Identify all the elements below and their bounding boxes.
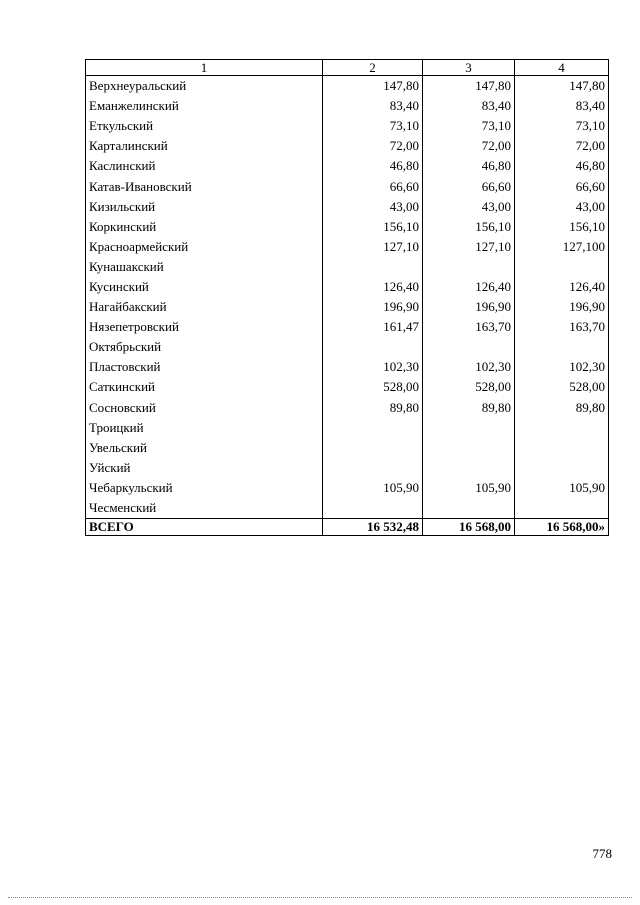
district-name-cell: Каслинский bbox=[86, 156, 323, 176]
district-name-cell: Чебаркульский bbox=[86, 478, 323, 498]
value-cell-col3: 105,90 bbox=[423, 478, 515, 498]
column-header-2: 2 bbox=[323, 60, 423, 76]
table-row bbox=[86, 498, 609, 519]
district-name-cell: Нагайбакский bbox=[86, 297, 323, 317]
value-cell-col4: 163,70 bbox=[515, 317, 609, 337]
column-header-3: 3 bbox=[423, 60, 515, 76]
value-cell-col4: 126,40 bbox=[515, 277, 609, 297]
value-cell-col2: 66,60 bbox=[323, 176, 423, 196]
table-row bbox=[86, 176, 609, 196]
district-name-cell: Карталинский bbox=[86, 136, 323, 156]
value-cell-col2: 83,40 bbox=[323, 96, 423, 116]
page-number: 778 bbox=[592, 846, 612, 861]
value-cell-col3: 126,40 bbox=[423, 277, 515, 297]
district-name-cell: Кусинский bbox=[86, 277, 323, 297]
value-cell-col4 bbox=[515, 418, 609, 438]
table-row bbox=[86, 257, 609, 277]
value-cell-col2: 43,00 bbox=[323, 197, 423, 217]
value-cell-col4 bbox=[515, 438, 609, 458]
bottom-divider bbox=[8, 897, 632, 898]
header-row bbox=[86, 60, 609, 76]
table-row bbox=[86, 357, 609, 377]
value-cell-col4: 73,10 bbox=[515, 116, 609, 136]
district-name-cell: Сосновский bbox=[86, 398, 323, 418]
value-cell-col4: 89,80 bbox=[515, 398, 609, 418]
value-cell-col3: 127,10 bbox=[423, 237, 515, 257]
table-row bbox=[86, 116, 609, 136]
district-name-cell: Кунашакский bbox=[86, 257, 323, 277]
value-cell-col2: 102,30 bbox=[323, 357, 423, 377]
table-row bbox=[86, 156, 609, 176]
value-cell-col2: 72,00 bbox=[323, 136, 423, 156]
value-cell-col2: 89,80 bbox=[323, 398, 423, 418]
table-row bbox=[86, 478, 609, 498]
value-cell-col3 bbox=[423, 498, 515, 519]
district-name-cell: Чесменский bbox=[86, 498, 323, 519]
district-name-cell: Коркинский bbox=[86, 217, 323, 237]
value-cell-col2 bbox=[323, 257, 423, 277]
value-cell-col3: 89,80 bbox=[423, 398, 515, 418]
value-cell-col3 bbox=[423, 418, 515, 438]
district-name-cell: Еткульский bbox=[86, 116, 323, 136]
table-row bbox=[86, 317, 609, 337]
value-cell-col4: 196,90 bbox=[515, 297, 609, 317]
value-cell-col2: 528,00 bbox=[323, 377, 423, 397]
table-body bbox=[86, 76, 609, 519]
total-value-col3: 16 568,00 bbox=[423, 519, 515, 536]
table-row bbox=[86, 136, 609, 156]
value-cell-col4: 147,80 bbox=[515, 76, 609, 97]
district-name-cell: Уйский bbox=[86, 458, 323, 478]
value-cell-col4: 43,00 bbox=[515, 197, 609, 217]
value-cell-col3: 83,40 bbox=[423, 96, 515, 116]
value-cell-col2 bbox=[323, 418, 423, 438]
total-value-col2: 16 532,48 bbox=[323, 519, 423, 536]
value-cell-col2: 127,10 bbox=[323, 237, 423, 257]
value-cell-col3: 156,10 bbox=[423, 217, 515, 237]
value-cell-col3: 528,00 bbox=[423, 377, 515, 397]
value-cell-col3: 46,80 bbox=[423, 156, 515, 176]
table-row bbox=[86, 96, 609, 116]
table-row bbox=[86, 217, 609, 237]
table-row bbox=[86, 197, 609, 217]
value-cell-col3 bbox=[423, 438, 515, 458]
value-cell-col3: 73,10 bbox=[423, 116, 515, 136]
table-row bbox=[86, 297, 609, 317]
value-cell-col2: 147,80 bbox=[323, 76, 423, 97]
district-name-cell: Нязепетровский bbox=[86, 317, 323, 337]
value-cell-col2: 126,40 bbox=[323, 277, 423, 297]
value-cell-col4: 72,00 bbox=[515, 136, 609, 156]
value-cell-col4: 156,10 bbox=[515, 217, 609, 237]
district-name-cell: Красноармейский bbox=[86, 237, 323, 257]
value-cell-col2: 196,90 bbox=[323, 297, 423, 317]
value-cell-col2: 156,10 bbox=[323, 217, 423, 237]
district-name-cell: Троицкий bbox=[86, 418, 323, 438]
table-row bbox=[86, 377, 609, 397]
table-row bbox=[86, 277, 609, 297]
value-cell-col4: 528,00 bbox=[515, 377, 609, 397]
value-cell-col2 bbox=[323, 438, 423, 458]
district-name-cell: Увельский bbox=[86, 438, 323, 458]
table-row bbox=[86, 237, 609, 257]
value-cell-col2: 46,80 bbox=[323, 156, 423, 176]
value-cell-col3 bbox=[423, 458, 515, 478]
district-name-cell: Пластовский bbox=[86, 357, 323, 377]
value-cell-col2 bbox=[323, 337, 423, 357]
value-cell-col4: 105,90 bbox=[515, 478, 609, 498]
value-cell-col4: 127,100 bbox=[515, 237, 609, 257]
value-cell-col4 bbox=[515, 458, 609, 478]
district-name-cell: Верхнеуральский bbox=[86, 76, 323, 97]
value-cell-col2: 105,90 bbox=[323, 478, 423, 498]
value-cell-col4: 83,40 bbox=[515, 96, 609, 116]
data-table bbox=[85, 59, 609, 536]
value-cell-col2: 73,10 bbox=[323, 116, 423, 136]
district-name-cell: Кизильский bbox=[86, 197, 323, 217]
column-header-1: 1 bbox=[86, 60, 323, 76]
district-name-cell: Еманжелинский bbox=[86, 96, 323, 116]
value-cell-col4: 66,60 bbox=[515, 176, 609, 196]
total-row bbox=[86, 519, 609, 536]
table-row bbox=[86, 418, 609, 438]
value-cell-col4: 102,30 bbox=[515, 357, 609, 377]
table-row bbox=[86, 458, 609, 478]
value-cell-col2: 161,47 bbox=[323, 317, 423, 337]
value-cell-col3 bbox=[423, 257, 515, 277]
value-cell-col4: 46,80 bbox=[515, 156, 609, 176]
district-name-cell: Октябрьский bbox=[86, 337, 323, 357]
table-row bbox=[86, 76, 609, 97]
table-row bbox=[86, 337, 609, 357]
value-cell-col3: 163,70 bbox=[423, 317, 515, 337]
value-cell-col3: 196,90 bbox=[423, 297, 515, 317]
table-row bbox=[86, 438, 609, 458]
value-cell-col3: 147,80 bbox=[423, 76, 515, 97]
value-cell-col3: 72,00 bbox=[423, 136, 515, 156]
value-cell-col4 bbox=[515, 257, 609, 277]
value-cell-col3: 102,30 bbox=[423, 357, 515, 377]
district-name-cell: Саткинский bbox=[86, 377, 323, 397]
value-cell-col2 bbox=[323, 498, 423, 519]
value-cell-col4 bbox=[515, 337, 609, 357]
value-cell-col2 bbox=[323, 458, 423, 478]
total-label: ВСЕГО bbox=[86, 519, 323, 536]
value-cell-col3: 43,00 bbox=[423, 197, 515, 217]
value-cell-col4 bbox=[515, 498, 609, 519]
total-value-col4: 16 568,00» bbox=[515, 519, 609, 536]
value-cell-col3 bbox=[423, 337, 515, 357]
column-header-4: 4 bbox=[515, 60, 609, 76]
value-cell-col3: 66,60 bbox=[423, 176, 515, 196]
table-row bbox=[86, 398, 609, 418]
district-name-cell: Катав-Ивановский bbox=[86, 176, 323, 196]
